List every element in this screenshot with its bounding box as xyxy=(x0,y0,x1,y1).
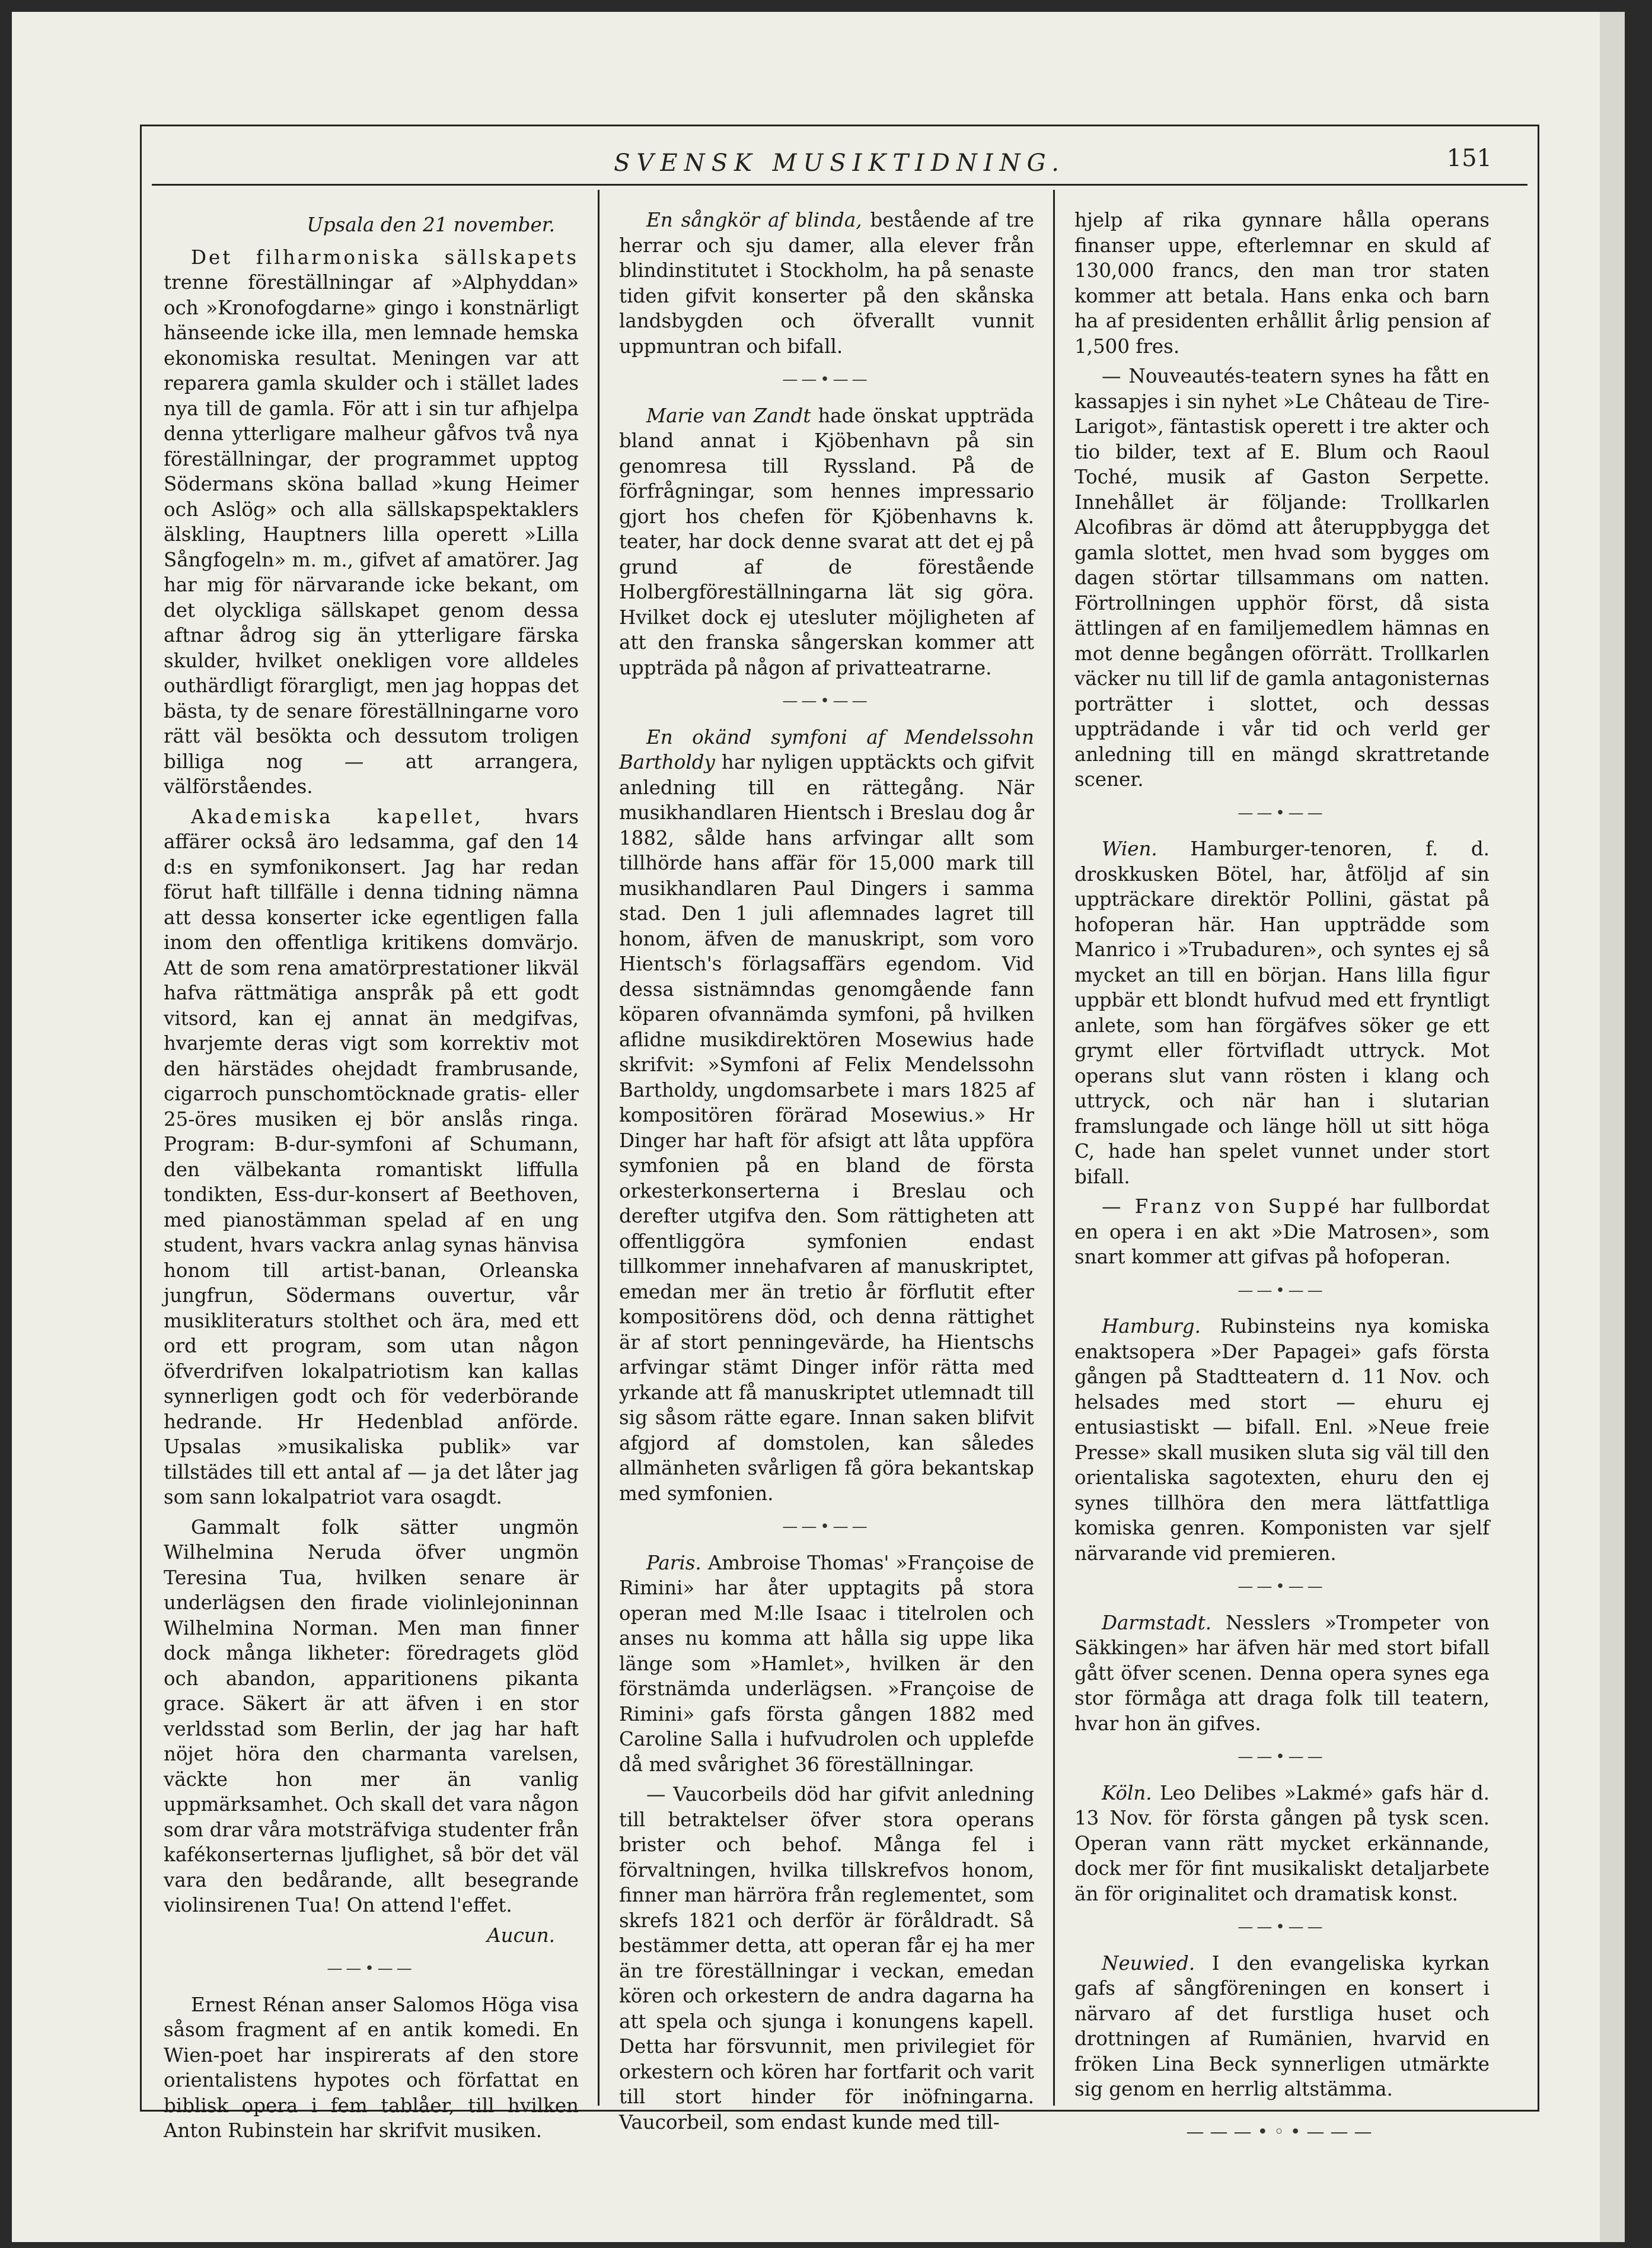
paragraph-text: trenne föreställningar af »Alphyddan» och »Kronofogdarne» gingo i konstnärligt hänseende icke illa, men lemnade hemska ekonomiska resultat. Meningen var att reparera gamla skulder och i stället lades nya till de gamla. För att i sin tur afhjelpa denna ytterligare malheur gåfvos två nya föreställningar, der programmet upptog Södermans sköna ballad »kung Heimer och Aslög» och alla sällskapspektaklers älskling, Hauptners lilla operett »Lilla Sångfogeln» m. m., gifvet af amatörer. Jag har mig för närvarande icke bekant, om det olyckliga sällskapet genom dessa aftnar ådrog sig än ytterligare färska skulder, hvilket onekligen vore alldeles outhärdligt förargligt, men jag hoppas det bästa, ty de senare föreställningarne voro rätt väl besökta och dessutom troligen billiga nog — att arrangera, välförståendes. xyxy=(164,271,579,798)
signature: Aucun. xyxy=(487,1924,555,1947)
section-ornament: ——•—— xyxy=(1238,804,1326,822)
lead-text: En okänd symfoni af Mendelssohn Bartholdy xyxy=(619,725,1034,773)
dateline: Upsala den 21 november. xyxy=(307,214,555,236)
paragraph-text: Rubinsteins nya komiska enaktsopera »Der Papagei» gafs första gången på Stadtteatern d. 11 Nov. och helsades med stort — ehuru ej entusiastiskt — bifall. Enl. »Neue freie Presse» skall musiken sluta sig väl till den orientaliska sagotexten, ehuru den ej synes tillhöra den mera lättfattliga komiska genren. Komponisten var sjelf närvarande vid premieren. xyxy=(1074,1315,1490,1565)
page-edge xyxy=(1600,12,1625,2242)
paragraph xyxy=(619,1550,1034,1778)
lead-text: En sångkör af blinda, xyxy=(646,209,862,231)
paragraph: — Nouveautés-teatern synes ha fått en kassapjes i sin nyhet »Le Château de Tire-Larigot», fäntastisk operett i tre akter och tio bilder, text af E. Blum och Raoul Toché, musik af Gaston Serpette. Innehållet är följande: Trollkarlen Alcofibras är dömd att återuppbygga det gamla slottet, men hvad som bygges om dagen störtar tillsammans om natten. Förtrollningen upphör först, då sista ättlingen af en familjemedlem hämnas en mot denne begången oförrätt. Trollkarlen väcker nu till lif de gamla antagonisternas porträtter i slottet, och dessas uppträdande i vår tid och verld ger anledning till en mängd skrattretande scener. xyxy=(1074,365,1490,791)
paragraph xyxy=(1074,1194,1490,1270)
paragraph xyxy=(1074,1314,1490,1566)
paragraph xyxy=(619,208,1034,359)
section-ornament: ——•—— xyxy=(1238,1578,1326,1596)
paragraph-text: Hamburger-tenoren, f. d. droskkusken Bötel, har, åtföljd af sin uppträckare direktör Pollini, gästat på hofoperan här. Han uppträdde som Manrico i »Trubaduren», och syntes ej så mycket an till en början. Hans lilla figur uppbär ett blondt hufvud med ett fryntligt anlete, som han förgäfves söker ge ett grymt eller förtvifladt uttryck. Mot operans slut vann rösten i klang och uttryck, och när han i slutarian framslungade och länge höll ut sitt höga C, hade han spelet vunnet under stort bifall. xyxy=(1074,838,1490,1188)
section-ornament: ——•—— xyxy=(327,1960,416,1978)
paragraph-text: hade önskat uppträda bland annat i Kjöbenhavn på sin genomresa till Ryssland. På de förfrågningar, som hennes impressario gjort hos chefen för Kjöbenhavns k. teater, har dock denne svarat att det ej på grund af de förestående Holbergföreställningarna lät sig göra. Hvilket dock ej utesluter möjligheten af att den franska sångerskan kommer att uppträda på någon af privatteatrarne. xyxy=(619,404,1034,679)
running-header xyxy=(152,136,1527,186)
lead-text: Hamburg. xyxy=(1102,1315,1201,1338)
end-ornament: ———•◦•——— xyxy=(1186,2121,1378,2142)
paragraph-text: hvars affärer också äro ledsamma, gaf den 14 d:s en symfonikonsert. Jag har redan förut haft tillfälle i denna tidning nämna att dessa konserter icke egentligen falla inom den offentliga kritikens domvärjo. Att de som rena amatörprestationer likväl hafva rättmätiga anspråk på ett godt vitsord, kan ej annat än medgifvas, hvarjemte deras vigt som korrektiv mot den härstädes ohejdadt frambrusande, cigarroch punschomtöcknade gratis- eller 25-öres musiken ej bör anslås ringa. Program: B-dur-symfoni af Schumann, den välbekanta romantiskt liffulla tondikten, Ess-dur-konsert af Beethoven, med pianostämman spelad af en ung student, hvars vackra anlag synas hänvisa honom till artist-banan, Orleanska jungfrun, Södermans ouvertur, vår musikliteraturs stolthet och ära, med ett ord ett program, som utan någon öfverdrifven lokalpatriotism kan kallas synnerligen godt och för vederbörande hedrande. Hr Hedenblad anförde. Upsalas »musikaliska publik» var tillstädes till ett antal af — ja det låter jag som sann lokalpatriot vara osagdt. xyxy=(164,805,579,1508)
column-right xyxy=(1074,208,1490,2142)
paragraph: Gammalt folk sätter ungmön Wilhelmina Neruda öfver ungmön Teresina Tua, hvilken senare är underlägsen den firade violinlejoninnan Wilhelmina Norman. Men man finner dock många likheter: föredragets glöd och abandon, apparitionens pikanta grace. Säkert är att äfven i en stor verldsstad som Berlin, der jag har haft nöjet höra den charmanta varelsen, väckte hon mer än vanlig uppmärksamhet. Och skall det vara någon som drar våra motsträfviga studenter från kafékonserternas ljuflighet, så bör det väl vara den bedårande, allt besegrande violinsirenen Tua! On attend l'effet. xyxy=(164,1515,579,1916)
lead-text: Köln. xyxy=(1102,1781,1152,1804)
paragraph xyxy=(164,245,579,800)
paragraph-text: bestående af tre herrar och sju damer, alla elever från blindinstitutet i Stockholm, ha på senaste tiden gifvit konserter på den skånska landsbygden och öfverallt vunnit uppmuntran och bifall. xyxy=(619,209,1034,358)
section-ornament: ——•—— xyxy=(1238,1748,1326,1766)
column-rule xyxy=(598,190,599,2106)
paragraph xyxy=(619,725,1034,1507)
lead-text: Akademiska kapellet, xyxy=(191,805,483,828)
paragraph xyxy=(1074,1610,1490,1737)
paragraph-text: har fullbordat en opera i en akt »Die Matrosen», som snart kommer att gifvas på hofoperan. xyxy=(1074,1195,1490,1268)
column-left xyxy=(164,208,579,2142)
lead-text: Darmstadt. xyxy=(1102,1611,1212,1634)
paragraph-text: I den evangeliska kyrkan gafs af sångföreningen en konsert i närvaro af det furstliga huset och drottningen af Rumänien, hvarvid en fröken Lina Beck synnerligen utmärkte sig genom en herrlig altstämma. xyxy=(1074,1951,1490,2100)
masthead-title: SVENSK MUSIKTIDNING. xyxy=(614,149,1066,177)
paragraph: — Vaucorbeils död har gifvit anledning till betraktelser öfver stora operans brister och behof. Många fel i förvaltningen, hvilka tillskrefvos honom, finner man härröra från reglementet, som skrefs 1821 och derför är föråldradt. Så bestämmer detta, att operan får ej ha mer än tre föreställningar i veckan, emedan kören och orkestern de andra dagarna ha att spela och sjunga i konungens kapell. Detta har försvunnit, men privilegiet för orkestern och kören har fortfarit och varit till stort hinder för inöfningarna. Vaucorbeil, som endast kunde med till- xyxy=(619,1783,1034,2134)
lead-text: Paris. xyxy=(646,1551,701,1574)
section-ornament: ——•—— xyxy=(1238,1918,1326,1936)
lead-text: Neuwied. xyxy=(1102,1951,1195,1975)
paragraph-text: Leo Delibes »Lakmé» gafs här d. 13 Nov. för första gången på tysk scen. Operan vann rätt mycket erkännande, dock mer för fint musikaliskt detaljarbete än för originalitet och dramatisk konst. xyxy=(1074,1781,1490,1905)
paragraph-text: Ambroise Thomas' »Françoise de Rimini» har åter upptagits på stora operan med M:lle Isaac i titelrolen och anses nu komma att hålla sig uppe lika länge som »Hamlet», hvilken är den förstnämda underlägsen. »Françoise de Rimini» gafs första gången 1882 med Caroline Salla i hufvudrolen och upplefde då med svårighet 36 föreställningar. xyxy=(619,1551,1034,1776)
section-ornament: ——•—— xyxy=(782,371,871,389)
lead-text: Det filharmoniska sällskapets xyxy=(191,246,579,269)
lead-text: Wien. xyxy=(1102,838,1157,860)
paragraph xyxy=(1074,1781,1490,1907)
paragraph xyxy=(1074,836,1490,1189)
paragraph: hjelp af rika gynnare hålla operans finanser uppe, efterlemnar en skuld af 130,000 francs, den man tror staten kommer att betala. Hans enka och barn ha af presidenten erhållit årlig pension af 1,500 fres. xyxy=(1074,209,1490,358)
section-ornament: ——•—— xyxy=(1238,1281,1326,1300)
lead-text: — Franz von Suppé xyxy=(1102,1195,1342,1218)
column-middle xyxy=(619,208,1034,2134)
column-rule xyxy=(1053,190,1055,2106)
paragraph-text: har nyligen upptäckts och gifvit anledning till en rättegång. När musikhandlaren Hientsch i Breslau dog år 1882, sålde hans arfvingar allt som tillhörde hans affär för 15,000 mark till musikhandlaren Paul Dingers i samma stad. Den 1 juli aflemnades lagret till honom, äfven de manuskript, som voro Hientsch's förlagsaffärs egendom. Vid dessa sistnämndas genomgående fann köparen ofvannämda symfoni, på hvilken aflidne musikdirektören Mosewius hade skrifvit: »Symfoni af Felix Mendelssohn Bartholdy, ungdomsarbete i mars 1825 af kompositören förärad Mosewius.» Hr Dinger har haft för afsigt att låta uppföra symfonien på en bland de första orkesterkonserterna i Breslau och derefter utgifva den. Som rättigheten att offentliggöra symfonien endast tillkommer innehafvaren af manuskriptet, emedan mer än tretio år förflutit efter kompositörens död, och denna rättighet är af stort penningevärde, ha Hientschs arfvingar stämt Dinger inför rätta med yrkande att få manuskriptet utlemnadt till sig såsom rätte egare. Innan saken blifvit afgjord af domstolen, kan således allmänheten svårligen få göra bekantskap med symfonien. xyxy=(619,751,1034,1505)
paragraph xyxy=(164,804,579,1510)
page-number: 151 xyxy=(1446,145,1492,172)
section-ornament: ——•—— xyxy=(782,1518,871,1536)
section-ornament: ——•—— xyxy=(782,692,871,710)
paragraph-text: Nesslers »Trompeter von Säkkingen» har äfven här med stort bifall gått öfver scenen. Denna opera synes ega stor förmåga att draga folk till teatern, hvar hon än gifves. xyxy=(1074,1611,1490,1735)
paragraph: Ernest Rénan anser Salomos Höga visa såsom fragment af en antik komedi. En Wien-poet har inspirerats af den store orientalistens hypotes och författat en biblisk opera i fem tablåer, till hvilken Anton Rubinstein har skrifvit musiken. xyxy=(164,1993,579,2142)
paragraph xyxy=(619,403,1034,681)
paragraph xyxy=(1074,1951,1490,2102)
lead-text: Marie van Zandt xyxy=(646,404,811,427)
